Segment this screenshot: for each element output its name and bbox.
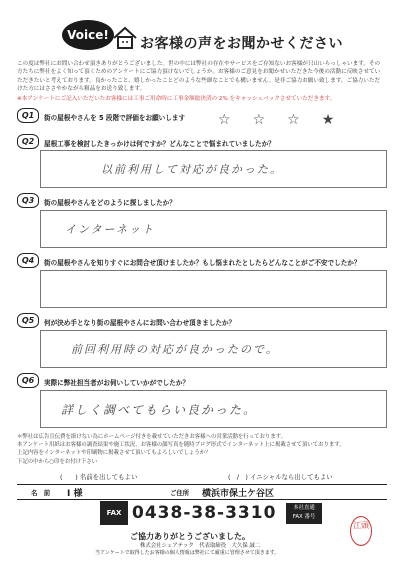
q4-answer-box	[40, 270, 387, 308]
q5-answer-box	[40, 330, 387, 368]
rating-stars	[218, 112, 334, 128]
q3-text: 街の屋根やさんをどのように探しましたか？	[44, 199, 176, 207]
q6-label: Q6	[17, 373, 39, 388]
q3-answer: インターネット	[65, 223, 156, 236]
intro-text: この度は弊社にお問い合わせ頂きありがとうございました。世の中には弊社の存在やサービスをご存知ないお客様が只山いらっしゃいます。その方たちに弊社をよく知って頂くためのアンケートにご協力頂けないでしょうか。お客様のご意見をお聞かせいただきた今後の活動に反映させていただきたいと考えております。良かったこと、嬉しかったことどのような些細なことでも構いません。是非ご協力お願い致します。ご協力いただけた方にはささやかながら粗品をお送り致します。	[17, 61, 381, 93]
note-line-2: 本アンケート用紙はお客様の調査結果や施工状況、お客様の顔写真を随時ブログ形式でインターネット上に掲載させて頂いております。	[17, 442, 345, 449]
cashback-notice: ※本アンケートにご記入いただいたお客様には工事ご用命時に工事金額総決済の 2% をキャッシュバックさせていただきます。	[17, 96, 336, 102]
company-info: 株式会社シェアテック 代表取締役 大久保 誠二	[140, 543, 261, 549]
name-label: 名 前	[31, 489, 51, 497]
star-4-icon: ★	[321, 112, 335, 128]
page-title: お客様の声をお聞かせください	[140, 36, 343, 52]
q3-label: Q3	[17, 193, 39, 208]
q6-text: 実際に弊社担当者がお伺いしていかがでしたか？	[44, 379, 190, 387]
q2-answer: 以前利用して対応が良かった。	[101, 163, 283, 176]
q5-text: 何が決め手となり街の屋根やさんにお問い合わせ頂きましたか？	[44, 319, 236, 327]
q3-answer-box	[40, 210, 387, 248]
option-name-label: 名前を出してもよい	[79, 473, 138, 481]
customer-info-strip	[17, 484, 387, 500]
option-name-ok[interactable]	[60, 472, 137, 481]
voice-bubble: Voice!	[62, 20, 114, 50]
q2-label: Q2	[17, 134, 39, 149]
customer-name: I 様	[67, 489, 83, 499]
fax-tag	[286, 503, 322, 524]
q5-answer: 前回利用時の対応が良かったので。	[71, 343, 279, 356]
seal-stamp: 江頭	[350, 516, 372, 546]
fax-badge: FAX	[100, 501, 128, 525]
q6-answer: 詳しく調べてもらい良かった。	[61, 403, 258, 417]
q2-text: 屋根工事を検討したきっかけは何ですか？どんなことで悩まれていましたか？	[44, 140, 275, 148]
option-initial-label: イニシャルなら出してもよい	[249, 473, 333, 481]
star-2-icon: ☆	[252, 112, 266, 128]
privacy-note: 当アンケートで取得したお客様の個人情報は弊社にて厳重に管理させて頂きます。	[95, 550, 280, 556]
option-bracket-open-2: ( / )	[228, 473, 248, 481]
fax-tag-line-1: 本社直通	[293, 505, 315, 511]
q1-label: Q1	[17, 108, 39, 123]
q2-answer-box	[40, 150, 387, 188]
option-bracket-open: ( )	[60, 473, 78, 481]
star-1-icon: ☆	[218, 112, 231, 128]
note-line-3: 上記内容をインターネットや印刷物に掲載させて頂いてもよろしいでしょうか？	[17, 450, 211, 457]
q6-answer-box	[40, 390, 387, 428]
note-line-4: 下記の中から○印をお付け下さい	[17, 458, 98, 465]
fax-block	[100, 501, 310, 525]
address-label: ご住所	[170, 489, 190, 497]
fax-number: 0438-38-3310	[132, 503, 277, 523]
q5-label: Q5	[17, 313, 39, 328]
q4-label: Q4	[17, 253, 39, 268]
fax-tag-line-2: FAX 番号	[292, 514, 316, 520]
customer-address: 横浜市保土ケ谷区	[202, 489, 275, 499]
q4-text: 街の屋根やさんを知りすぐにお問合せ頂けましたか？もし悩まれたとしたらどんなことがご不安でしたか？	[44, 259, 361, 267]
star-3-icon: ☆	[287, 112, 300, 128]
q1-text: 街の屋根やさんを 5 段階で評価をお願いします	[44, 114, 186, 122]
thanks-text: ご協力ありがとうございました。	[130, 532, 250, 541]
option-initial-ok[interactable]	[228, 472, 333, 481]
note-line-1: ＊弊社は広告宣伝費を掛けない為にホームページ付きを載せていただきお客様への営業活動を行っております。	[17, 434, 286, 440]
house-icon	[112, 26, 138, 50]
publication-notes	[17, 433, 387, 466]
